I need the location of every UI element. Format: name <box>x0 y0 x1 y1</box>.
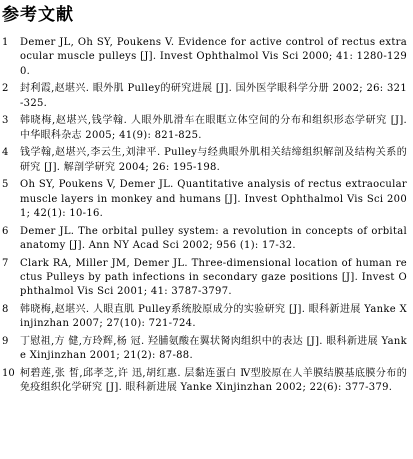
reference-number: 5 <box>2 179 9 191</box>
reference-item <box>2 335 407 364</box>
reference-text: 封利霞,赵堪兴. 眼外肌 Pulley的研究进展 [J]. 国外医学眼科学分册 2002; 26: 321-325. <box>20 83 407 109</box>
reference-item <box>2 36 407 79</box>
reference-item <box>2 82 407 111</box>
reference-text: 钱学翰,赵堪兴,李云生,刘津平. Pulley与经典眼外肌相关结缔组织解剖及结构关系的研究 [J]. 解剖学研究 2004; 26: 195-198. <box>20 147 407 173</box>
reference-text: 韩晓梅,赵堪兴. 人眼直肌 Pulley系统胶原成分的实验研究 [J]. 眼科新进展 Yanke Xinjinzhan 2007; 27(10): 721-724. <box>20 303 407 330</box>
reference-text: Oh SY, Poukens V, Demer JL. Quantitative analysis of rectus extraocular muscle layers in monkey and humans [J]. Invest Ophthalmol Vis Sci 2001; 42(1): 10-16. <box>20 179 407 219</box>
reference-number: 1 <box>2 37 9 48</box>
reference-item <box>2 178 407 221</box>
reference-item <box>2 303 407 332</box>
reference-text: Clark RA, Miller JM, Demer JL. Three-dimensional location of human rectus Pulleys by path infections in secondary gaze positions [J]. Invest Ophthalmol Vis Sci 2001; 41: 3787-3797. <box>20 257 407 298</box>
reference-text: 丁慰祖,方 健,方玲辉,杨 冠. 羟脯氨酸在翼状胬肉组织中的表达 [J]. 眼科新进展 Yanke Xinjinzhan 2001; 21(2): 87-88. <box>20 335 407 362</box>
reference-text: Demer JL. The orbital pulley system: a revolution in concepts of orbital anatomy [J]. Ann NY Acad Sci 2002; 956 (1): 17-32. <box>20 225 407 251</box>
reference-text: 韩晓梅,赵堪兴,钱学翰. 人眼外肌滑车在眼眶立体空间的分布和组织形态学研究 [J]. 中华眼科杂志 2005; 41(9): 821-825. <box>20 115 407 141</box>
references-heading: 参考文献 <box>2 5 74 25</box>
reference-number: 8 <box>2 303 9 315</box>
reference-number: 9 <box>2 335 9 347</box>
reference-number: 4 <box>2 147 9 159</box>
reference-item <box>2 257 407 300</box>
reference-text: Demer JL, Oh SY, Poukens V. Evidence for active control of rectus extraocular muscle pulleys [J]. Invest Ophthalmol Vis Sci 2000; 41: 1280-1290. <box>20 37 407 77</box>
reference-item <box>2 225 407 254</box>
reference-item <box>2 114 407 143</box>
reference-item <box>2 146 407 175</box>
reference-number: 6 <box>2 225 9 237</box>
reference-number: 7 <box>2 257 9 269</box>
reference-list <box>2 36 407 395</box>
reference-item <box>2 367 407 396</box>
reference-number: 2 <box>2 83 9 95</box>
reference-number: 3 <box>2 115 9 127</box>
reference-text: 柯碧莲,张 皙,邱孝芝,许 迅,胡红惠. 层黏连蛋白 Ⅳ型胶原在人羊膜结膜基底膜分布的免疫组织化学研究 [J]. 眼科新进展 Yanke Xinjinzhan 2002; 22(6): 377-379. <box>20 367 407 394</box>
reference-number: 10 <box>2 367 15 379</box>
